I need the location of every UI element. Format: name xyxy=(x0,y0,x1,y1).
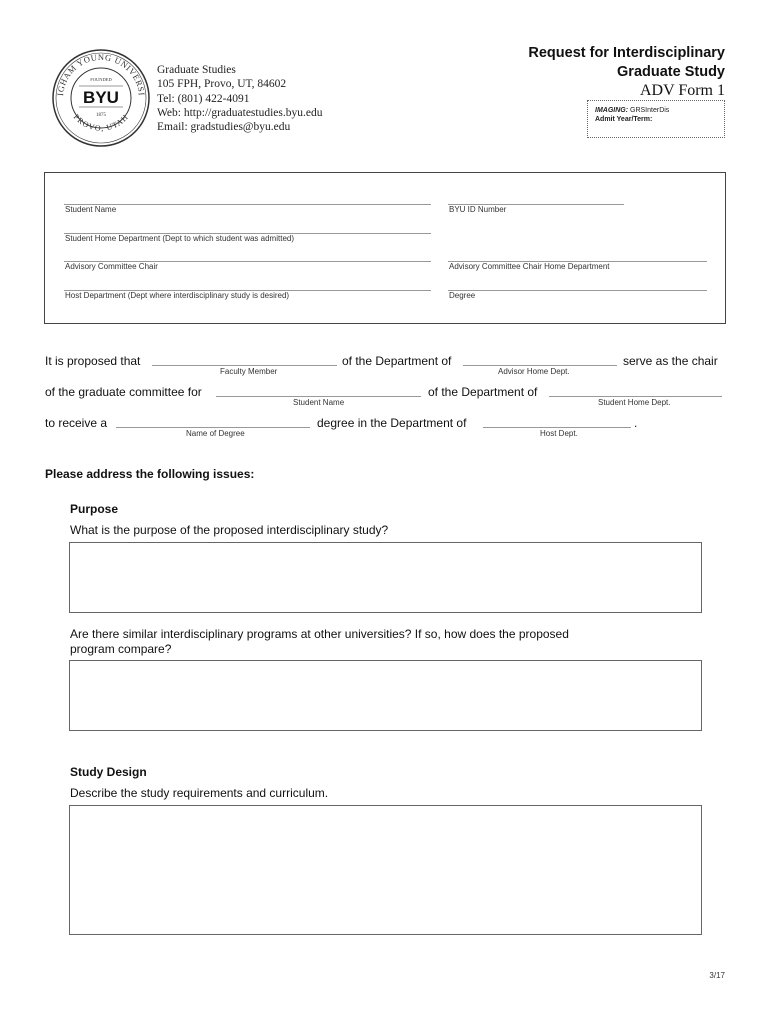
host-dept-blank[interactable] xyxy=(483,427,631,428)
home-dept-label: Student Home Department (Dept to which student was admitted) xyxy=(65,234,294,243)
host-dept-blank-label: Host Dept. xyxy=(540,429,578,438)
faculty-member-blank[interactable] xyxy=(152,365,337,366)
similar-programs-question-line2: program compare? xyxy=(70,642,172,656)
advisor-home-dept-blank[interactable] xyxy=(463,365,617,366)
study-design-answer-box[interactable] xyxy=(69,805,702,935)
chair-home-dept-label: Advisory Committee Chair Home Department xyxy=(449,262,610,271)
byu-id-label: BYU ID Number xyxy=(449,205,507,214)
issues-heading: Please address the following issues: xyxy=(45,467,255,481)
office-web[interactable]: Web: http://graduatestudies.byu.edu xyxy=(157,106,323,119)
seal-year: 1875 xyxy=(96,113,106,118)
proposal-s3-c: . xyxy=(634,416,638,430)
form-title-line2: Graduate Study xyxy=(617,64,725,80)
purpose-question: What is the purpose of the proposed interdisciplinary study? xyxy=(70,523,389,537)
proposal-s2-b: of the Department of xyxy=(428,385,538,399)
proposal-s1-a: It is proposed that xyxy=(45,354,141,368)
similar-programs-answer-box[interactable] xyxy=(69,660,702,731)
office-address: 105 FPH, Provo, UT, 84602 xyxy=(157,78,287,91)
imaging-label: IMAGING: xyxy=(595,107,629,114)
similar-programs-question xyxy=(70,627,569,657)
purpose-heading: Purpose xyxy=(70,502,119,516)
degree-label: Degree xyxy=(449,291,476,300)
imaging-value: GRSInterDis xyxy=(630,107,670,114)
form-title-line1: Request for Interdisciplinary xyxy=(528,45,725,61)
office-name: Graduate Studies xyxy=(157,64,236,76)
degree-name-blank[interactable] xyxy=(116,427,310,428)
proposal-s3-b: degree in the Department of xyxy=(317,416,467,430)
student-name-blank[interactable] xyxy=(216,396,421,397)
degree-field[interactable] xyxy=(448,290,707,291)
office-phone: Tel: (801) 422-4091 xyxy=(157,92,250,105)
purpose-answer-box[interactable] xyxy=(69,542,702,613)
study-design-question: Describe the study requirements and curriculum. xyxy=(70,786,329,800)
form-title xyxy=(528,44,725,82)
study-design-heading: Study Design xyxy=(70,765,147,779)
committee-chair-label: Advisory Committee Chair xyxy=(65,262,158,271)
imaging-box xyxy=(587,100,725,138)
student-info-box xyxy=(44,172,726,324)
student-name-blank-label: Student Name xyxy=(293,398,345,407)
byu-seal-logo xyxy=(51,48,151,148)
faculty-member-label: Faculty Member xyxy=(220,367,278,376)
degree-name-label: Name of Degree xyxy=(186,429,245,438)
advisor-home-dept-label: Advisor Home Dept. xyxy=(498,367,570,376)
proposal-s3-a: to receive a xyxy=(45,416,108,430)
seal-motto: FOUNDED xyxy=(90,77,112,82)
contact-block xyxy=(157,63,322,134)
student-name-label: Student Name xyxy=(65,205,117,214)
form-number: ADV Form 1 xyxy=(639,82,725,99)
office-email[interactable]: Email: gradstudies@byu.edu xyxy=(157,121,291,134)
seal-text-bottom: PROVO, UTAH xyxy=(71,112,131,133)
seal-text-top: IGHAM YOUNG UNIVERSI xyxy=(55,51,147,97)
student-home-dept-blank[interactable] xyxy=(549,396,722,397)
host-dept-label: Host Department (Dept where interdisciplinary study is desired) xyxy=(65,291,290,300)
proposal-s1-c: serve as the chair xyxy=(623,354,718,368)
proposal-s2-a: of the graduate committee for xyxy=(45,385,202,399)
admit-year-term-label: Admit Year/Term: xyxy=(595,116,653,123)
student-name-field[interactable] xyxy=(64,204,431,205)
seal-abbr: BYU xyxy=(83,88,119,107)
student-home-dept-label: Student Home Dept. xyxy=(598,398,671,407)
proposal-s1-b: of the Department of xyxy=(342,354,452,368)
page-number: 3/17 xyxy=(709,971,725,980)
similar-programs-question-line1: Are there similar interdisciplinary programs at other universities? If so, how does the proposed xyxy=(70,627,569,641)
